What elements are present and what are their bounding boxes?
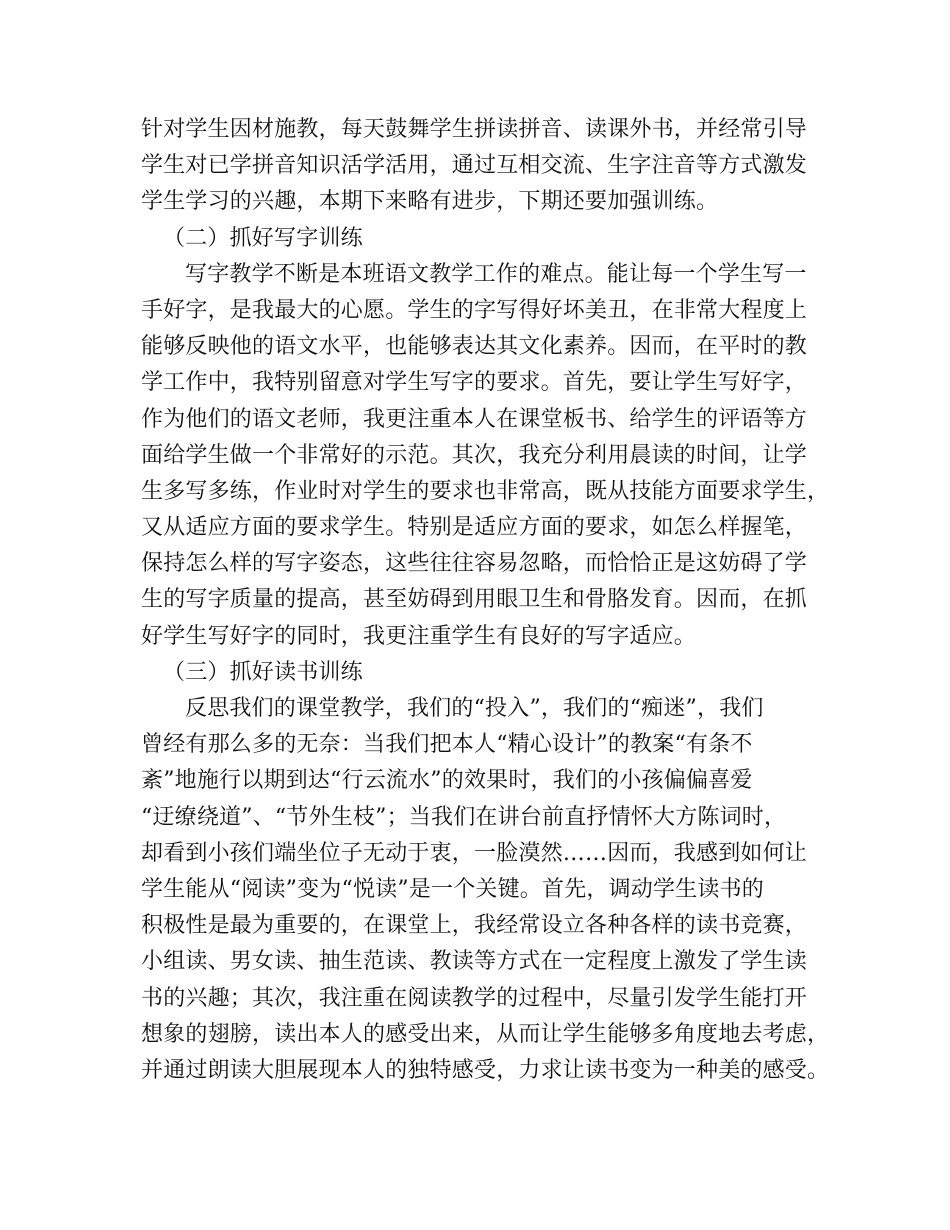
text-line: 手好字，是我最大的心愿。学生的字写得好坏美丑，在非常大程度上 — [141, 297, 808, 323]
text-line: 好学生写好字的同时，我更注重学生有良好的写字适应。 — [141, 623, 697, 649]
text-line: 却看到小孩们端坐位子无动于衷，一脸漠然……因而，我感到如何让 — [141, 840, 808, 866]
text-line: 并通过朗读大胆展现本人的独特感受，力求让读书变为一种美的感受。 — [141, 1057, 830, 1083]
text-line: 又从适应方面的要求学生。特别是适应方面的要求，如怎么样握笔， — [141, 515, 808, 541]
text-line: 小组读、男女读、抽生范读、教读等方式在一定程度上激发了学生读 — [141, 949, 808, 975]
text-line: 曾经有那么多的无奈：当我们把本人“精心设计”的教案“有条不 — [141, 732, 753, 758]
section-heading: （二）抓好写字训练 — [163, 225, 363, 251]
text-line: 想象的翅膀，读出本人的感受出来，从而让学生能够多角度地去考虑， — [141, 1021, 830, 1047]
text-line: 学工作中，我特别留意对学生写字的要求。首先，要让学生写好字， — [141, 370, 808, 396]
text-line: 学生能从“阅读”变为“悦读”是一个关键。首先，调动学生读书的 — [141, 876, 764, 902]
text-line: 学生学习的兴趣，本期下来略有进步，下期还要加强训练。 — [141, 189, 719, 215]
text-line: 面给学生做一个非常好的示范。其次，我充分利用晨读的时间，让学 — [141, 442, 808, 468]
text-line: 保持怎么样的写字姿态，这些往往容易忽略，而恰恰正是这妨碍了学 — [141, 551, 808, 577]
text-line: 紊”地施行以期到达“行云流水”的效果时，我们的小孩偏偏喜爱 — [141, 768, 753, 794]
text-line: 作为他们的语文老师，我更注重本人在课堂板书、给学生的评语等方 — [141, 406, 808, 432]
text-line: 积极性是最为重要的，在课堂上，我经常设立各种各样的读书竞赛， — [141, 913, 808, 939]
text-line: 书的兴趣；其次，我注重在阅读教学的过程中，尽量引发学生能打开 — [141, 985, 808, 1011]
text-line: 针对学生因材施教，每天鼓舞学生拼读拼音、读课外书，并经常引导 — [141, 117, 808, 142]
body-text — [141, 112, 831, 1089]
text-line: 生的写字质量的提高，甚至妨碍到用眼卫生和骨胳发育。因而，在抓 — [141, 587, 808, 613]
text-line: 学生对已学拼音知识活学活用，通过互相交流、生字注音等方式激发 — [141, 153, 808, 179]
section-heading: （三）抓好读书训练 — [163, 659, 363, 685]
text-line: 反思我们的课堂教学，我们的“投入”，我们的“痴迷”，我们 — [185, 696, 764, 721]
text-line: 生多写多练，作业时对学生的要求也非常高，既从技能方面要求学生， — [141, 478, 830, 504]
text-line: “迂缭绕道”、“节外生枝”；当我们在讲台前直抒情怀大方陈词时， — [141, 804, 787, 830]
text-line: 写字教学不断是本班语文教学工作的难点。能让每一个学生写一 — [185, 261, 807, 287]
text-line: 能够反映他的语文水平，也能够表达其文化素养。因而，在平时的教 — [141, 334, 808, 360]
